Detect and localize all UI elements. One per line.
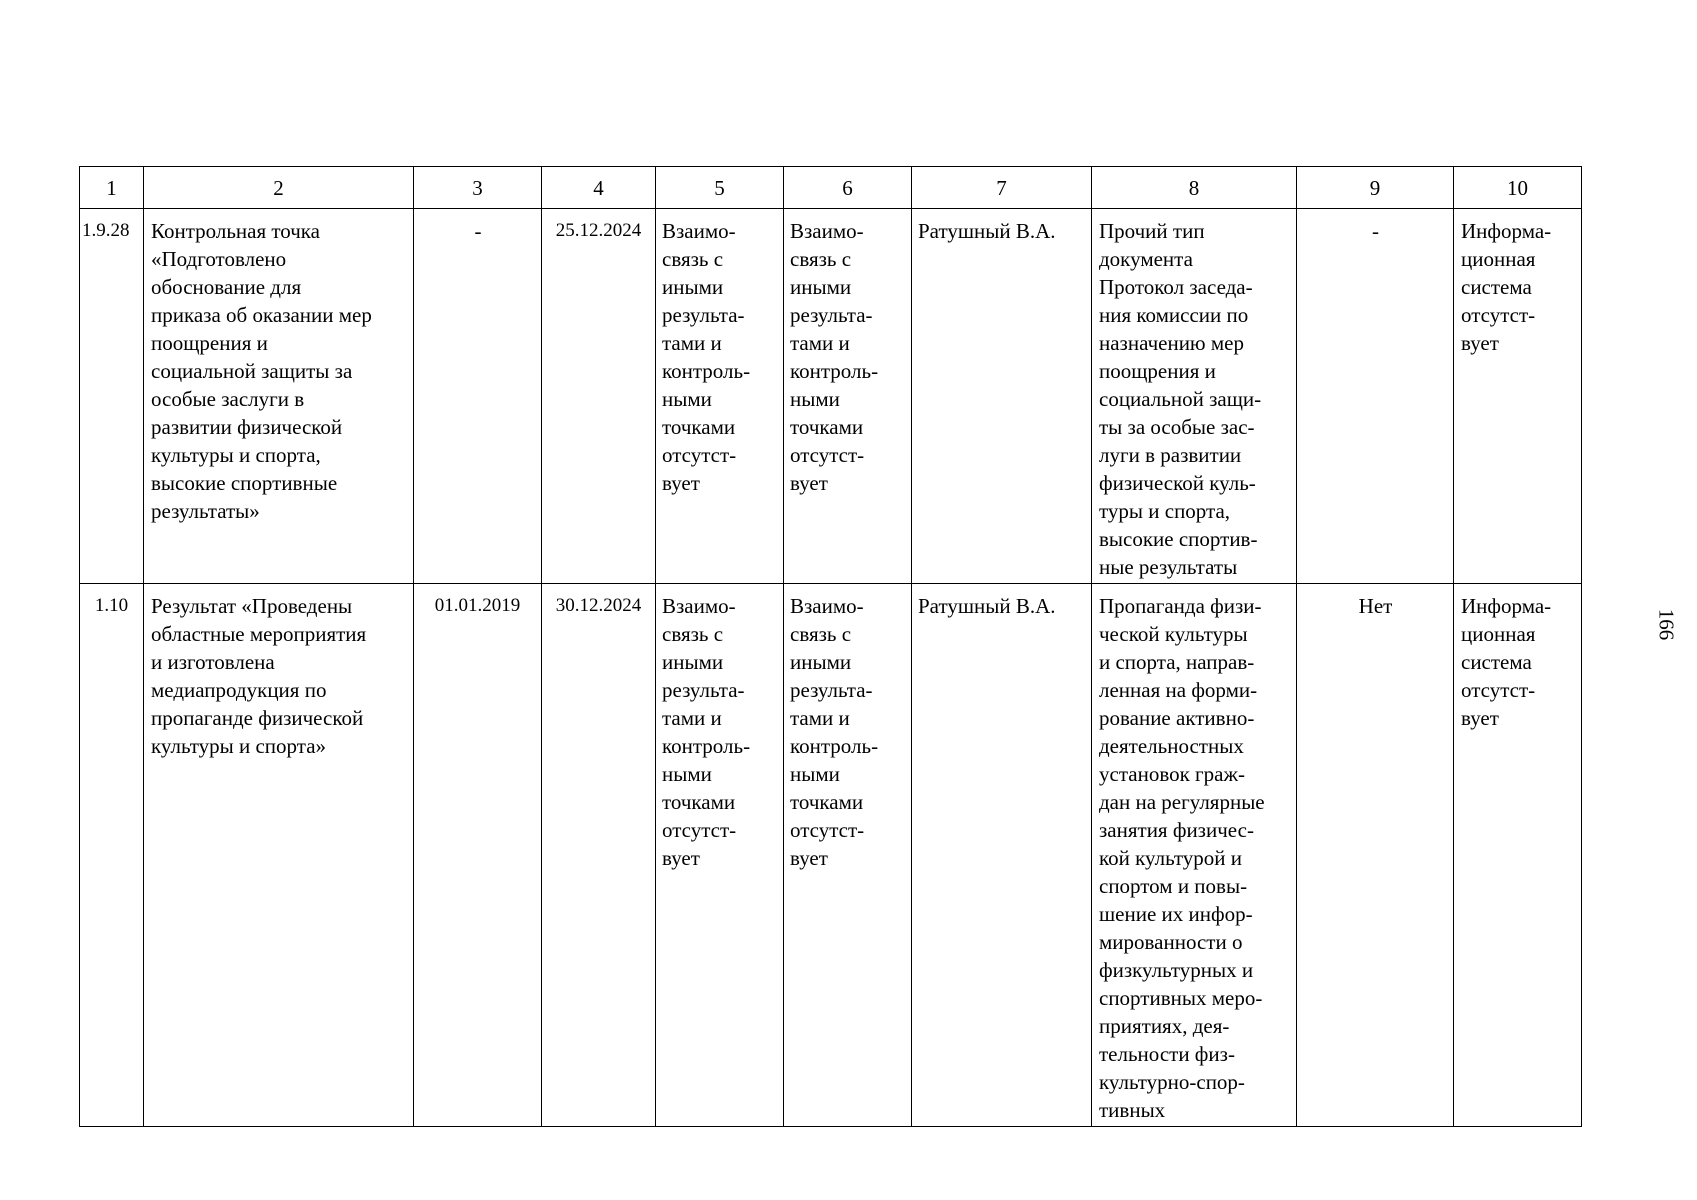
predecessor-link: Взаимо- связь с иными результа- тами и контроль- ными точками отсутст- вует (656, 584, 784, 1127)
predecessor-link: Взаимо- связь с иными результа- тами и контроль- ными точками отсутст- вует (656, 209, 784, 584)
item-name: Контрольная точка «Подготовлено обоснование для приказа об оказании мер поощрения и социальной защиты за особые заслуги в развитии физической культуры и спорта, высокие спортивные результаты» (144, 209, 414, 584)
table-row (80, 584, 1582, 1127)
column-header-8: 8 (1092, 167, 1297, 209)
column-header-7: 7 (912, 167, 1092, 209)
column-header-9: 9 (1297, 167, 1454, 209)
item-name: Результат «Проведены областные мероприятия и изготовлена медиапродукция по пропаганде физической культуры и спорта» (144, 584, 414, 1127)
end-date: 30.12.2024 (542, 584, 656, 1127)
responsible-person: Ратушный В.А. (912, 584, 1092, 1127)
column-header-6: 6 (784, 167, 912, 209)
row-number: 1.9.28 (80, 209, 144, 584)
document-type: Пропаганда физи- ческой культуры и спорта, направ- ленная на форми- рование активно- деятельностных установок граж- дан на регулярные занятия физичес- кой культурой и спортом и повы- шение их инфор- мированности о физкультурных и спортивных меро- приятиях, дея- тельности физ- культурно-спор- тивных (1092, 584, 1297, 1127)
column-header-3: 3 (414, 167, 542, 209)
responsible-person: Ратушный В.А. (912, 209, 1092, 584)
document-type: Прочий тип документа Протокол заседа- ния комиссии по назначению мер поощрения и социальной защи- ты за особые зас- луги в развитии физической куль- туры и спорта, высокие спортив- ные результаты (1092, 209, 1297, 584)
header-row (80, 167, 1582, 209)
table-row (80, 209, 1582, 584)
column-9-value: Нет (1297, 584, 1454, 1127)
successor-link: Взаимо- связь с иными результа- тами и контроль- ными точками отсутст- вует (784, 584, 912, 1127)
column-9-value: - (1297, 209, 1454, 584)
row-number: 1.10 (80, 584, 144, 1127)
start-date: - (414, 209, 542, 584)
information-system: Информа- ционная система отсутст- вует (1454, 584, 1582, 1127)
successor-link: Взаимо- связь с иными результа- тами и контроль- ными точками отсутст- вует (784, 209, 912, 584)
column-header-1: 1 (80, 167, 144, 209)
plan-table (79, 166, 1582, 1127)
column-header-5: 5 (656, 167, 784, 209)
column-header-2: 2 (144, 167, 414, 209)
end-date: 25.12.2024 (542, 209, 656, 584)
page-number: 166 (1654, 608, 1679, 641)
information-system: Информа- ционная система отсутст- вует (1454, 209, 1582, 584)
column-header-4: 4 (542, 167, 656, 209)
start-date: 01.01.2019 (414, 584, 542, 1127)
column-header-10: 10 (1454, 167, 1582, 209)
